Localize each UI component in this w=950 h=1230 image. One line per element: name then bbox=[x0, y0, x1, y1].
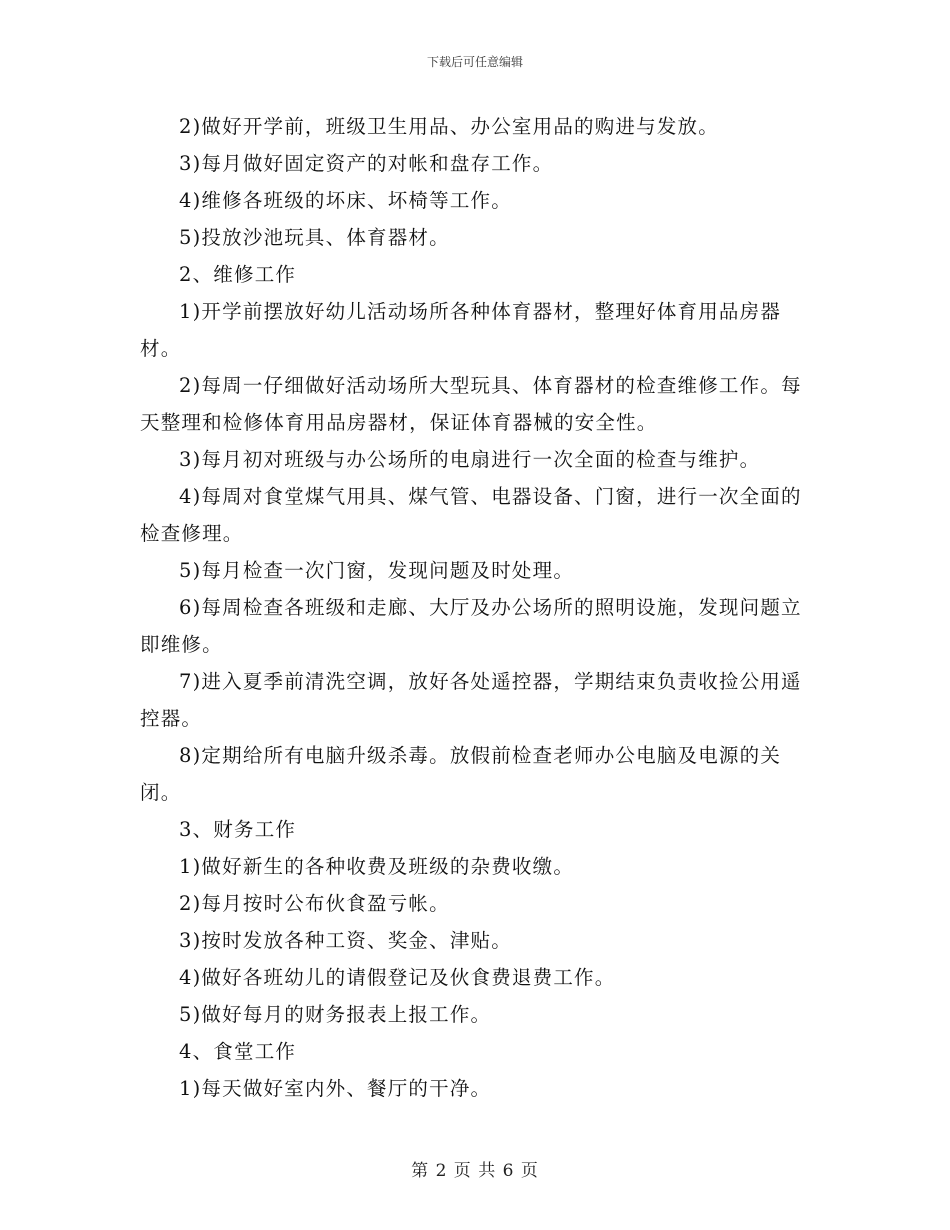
paragraph-canteen-cleaning: 1)每天做好室内外、餐厅的干净。 bbox=[179, 1077, 492, 1100]
paragraph-door-window-check: 5)每月检查一次门窗，发现问题及时处理。 bbox=[179, 559, 575, 582]
paragraph-purchase-supplies: 2)做好开学前，班级卫生用品、办公室用品的购进与发放。 bbox=[179, 115, 719, 138]
paragraph-meal-accounts: 2)每月按时公布伙食盈亏帐。 bbox=[179, 892, 450, 915]
document-body bbox=[140, 108, 810, 1107]
section-heading-finance: 3、财务工作 bbox=[179, 818, 297, 841]
paragraph-repair-furniture: 4)维修各班级的坏床、坏椅等工作。 bbox=[179, 189, 512, 212]
paragraph-computer-antivirus: 8)定期给所有电脑升级杀毒。放假前检查老师办公电脑及电源的关闭。 bbox=[140, 744, 782, 804]
paragraph-arrange-equipment: 1)开学前摆放好幼儿活动场所各种体育器材，整理好体育用品房器材。 bbox=[140, 300, 782, 360]
page-number-footer: 第 2 页 共 6 页 bbox=[411, 1161, 539, 1181]
paragraph-air-conditioner: 7)进入夏季前清洗空调，放好各处遥控器，学期结束负责收捡公用遥控器。 bbox=[140, 670, 802, 730]
section-heading-maintenance: 2、维修工作 bbox=[179, 263, 297, 286]
page-header: 下载后可任意编辑 bbox=[426, 55, 523, 69]
paragraph-fan-maintenance: 3)每月初对班级与办公场所的电扇进行一次全面的检查与维护。 bbox=[179, 448, 761, 471]
paragraph-salary-payment: 3)按时发放各种工资、奖金、津贴。 bbox=[179, 929, 512, 952]
paragraph-asset-inventory: 3)每月做好固定资产的对帐和盘存工作。 bbox=[179, 152, 554, 175]
paragraph-kitchen-gas-check: 4)每周对食堂煤气用具、煤气管、电器设备、门窗，进行一次全面的检查修理。 bbox=[140, 485, 802, 545]
section-heading-canteen: 4、食堂工作 bbox=[179, 1040, 297, 1063]
paragraph-leave-refund: 4)做好各班幼儿的请假登记及伙食费退费工作。 bbox=[179, 966, 616, 989]
paragraph-financial-report: 5)做好每月的财务报表上报工作。 bbox=[179, 1003, 492, 1026]
paragraph-lighting-check: 6)每周检查各班级和走廊、大厅及办公场所的照明设施，发现问题立即维修。 bbox=[140, 596, 802, 656]
paragraph-fee-collection: 1)做好新生的各种收费及班级的杂费收缴。 bbox=[179, 855, 575, 878]
paragraph-sandbox-toys: 5)投放沙池玩具、体育器材。 bbox=[179, 226, 450, 249]
paragraph-weekly-inspection: 2)每周一仔细做好活动场所大型玩具、体育器材的检查维修工作。每天整理和检修体育用品房器材，保证体育器械的安全性。 bbox=[140, 374, 802, 434]
